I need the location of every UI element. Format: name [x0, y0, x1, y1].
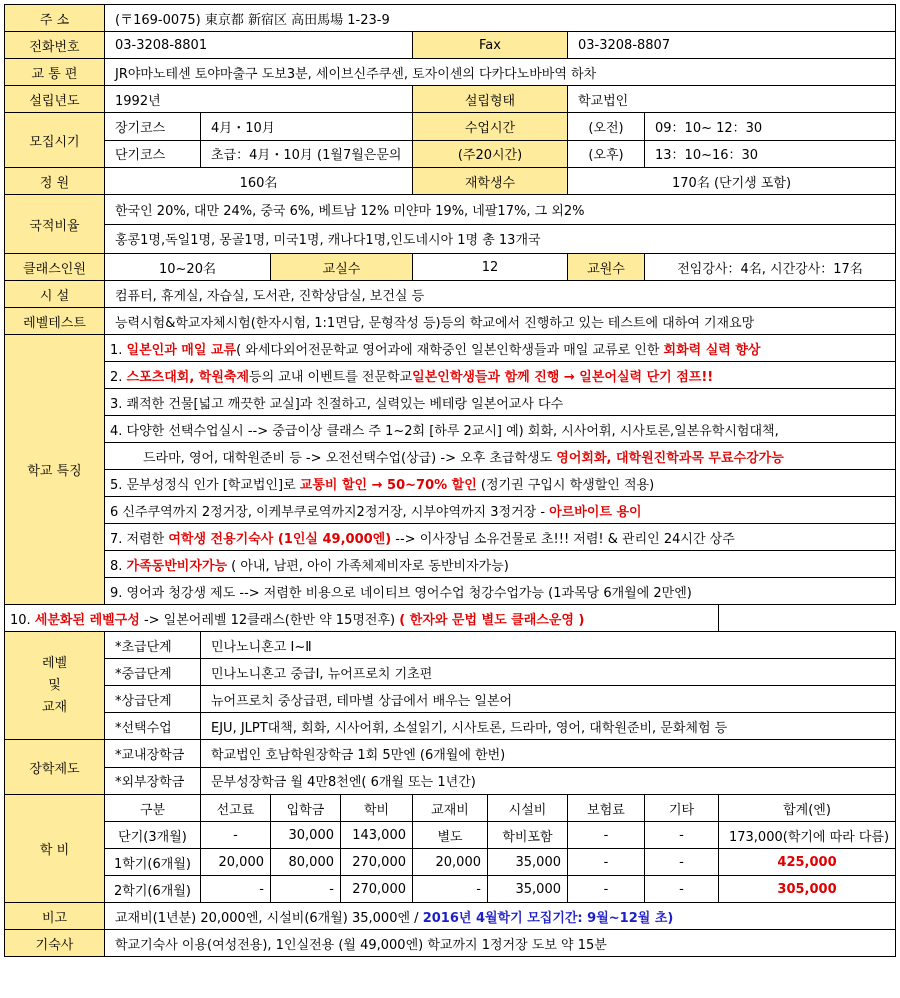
- levels-label-3: 교재: [41, 699, 68, 715]
- pm-label: (오후): [568, 140, 645, 168]
- feature-8-highlight: 가족동반비자가능: [126, 558, 228, 574]
- level-row-3: [5, 686, 896, 713]
- levels-label: [5, 632, 105, 740]
- features-label: 학교 특징: [5, 335, 105, 605]
- founded-type-label: 설립형태: [413, 86, 568, 113]
- nationality-row-1: [5, 195, 896, 225]
- address-value: (〒169-0075) 東京都 新宿区 高田馬場 1-23-9: [105, 5, 896, 32]
- fees-cell: -: [201, 822, 271, 849]
- capacity-value: 160名: [105, 168, 413, 195]
- capacity-label: 정 원: [5, 168, 105, 195]
- class-size-row: [5, 254, 896, 281]
- feature-7-text: 7. 저렴한: [110, 531, 169, 547]
- fees-total: 425,000: [719, 849, 896, 876]
- feature-row-3: [5, 389, 896, 416]
- facilities-label: 시 설: [5, 281, 105, 308]
- am-value: 09：10~ 12：30: [645, 113, 896, 141]
- short-course-label: 단기코스: [105, 140, 201, 168]
- address-row: [5, 5, 896, 32]
- feature-row-10: [5, 605, 896, 632]
- fees-cell: 35,000: [488, 876, 568, 903]
- fees-cell: -: [568, 822, 645, 849]
- note-value: [105, 903, 896, 930]
- fees-cell: 별도: [413, 822, 488, 849]
- level-test-label: 레벨테스트: [5, 308, 105, 335]
- feature-2: [105, 362, 896, 389]
- feature-4b-text: 드라마, 영어, 대학원준비 등 -> 오전선택수업(상급) -> 오후 초급학생도: [143, 450, 557, 466]
- facilities-row: [5, 281, 896, 308]
- feature-4b: [105, 443, 896, 470]
- feature-5-highlight: 교통비 할인 → 50~70% 할인: [299, 477, 477, 493]
- nationality-label: 국적비율: [5, 195, 105, 254]
- scholarship-value-2: 문부성장학금 월 4만8천엔( 6개월 또는 1년간): [201, 767, 896, 795]
- nationality-line-2: 홍콩1명,독일1명, 몽골1명, 미국1명, 캐나다1명,인도네시아 1명 총 13개국: [105, 224, 896, 254]
- feature-4a: 4. 다양한 선택수업실시 --> 중급이상 클래스 주 1~2회 [하루 2교시] 예) 회화, 시사어휘, 시사토론,일본유학시험대책,: [105, 416, 896, 443]
- class-size-label: 클래스인원: [5, 254, 105, 281]
- fees-header-row: [5, 795, 896, 822]
- fees-cell: 2학기(6개월): [105, 876, 201, 903]
- level-test-row: [5, 308, 896, 335]
- staff-value: 전임강사：4名, 시간강사：17名: [645, 254, 896, 281]
- feature-7: [105, 524, 896, 551]
- fees-cell: 143,000: [341, 822, 413, 849]
- fees-cell: -: [413, 876, 488, 903]
- level-row-1: [5, 632, 896, 659]
- feature-1-text: ( 와세다외어전문학교 영어과에 재학중인 일본인학생들과 매일 교류로 인한: [236, 342, 664, 358]
- fees-cell: 35,000: [488, 849, 568, 876]
- feature-3: 3. 쾌적한 건물[넓고 깨끗한 교실]과 친절하고, 실력있는 베테랑 일본어교사 다수: [105, 389, 896, 416]
- enrolled-value: 170名 (단기생 포함): [568, 168, 896, 195]
- fees-header: 구분: [105, 795, 201, 822]
- level-name-2: *중급단계: [105, 659, 201, 686]
- feature-10-part-1: 10.: [10, 612, 35, 628]
- scholarship-label: 장학제도: [5, 740, 105, 795]
- phone-label: 전화번호: [5, 32, 105, 59]
- fees-cell: 80,000: [271, 849, 341, 876]
- fees-cell: -: [645, 876, 719, 903]
- staff-label: 교원수: [568, 254, 645, 281]
- transport-value: JR야마노테센 토야마출구 도보3분, 세이브신주쿠센, 토자이센의 다카다노바바역 하차: [105, 59, 896, 86]
- scholarship-name-1: *교내장학금: [105, 740, 201, 768]
- fees-row: [5, 876, 896, 903]
- feature-row-4a: [5, 416, 896, 443]
- feature-row-8: [5, 551, 896, 578]
- feature-row-5: [5, 470, 896, 497]
- fees-cell: 단기(3개월): [105, 822, 201, 849]
- pm-value: 13：10~16：30: [645, 140, 896, 168]
- fees-cell: -: [271, 876, 341, 903]
- feature-8: [105, 551, 896, 578]
- capacity-row: [5, 168, 896, 195]
- fees-header: 시설비: [488, 795, 568, 822]
- fees-label: 학 비: [5, 795, 105, 903]
- fees-cell: 270,000: [341, 876, 413, 903]
- fees-cell: -: [645, 822, 719, 849]
- founded-row: [5, 86, 896, 113]
- level-row-4: [5, 713, 896, 740]
- scholarship-row-2: [5, 767, 896, 795]
- fax-value: 03-3208-8807: [568, 32, 896, 59]
- feature-5: [105, 470, 896, 497]
- fees-cell: -: [568, 876, 645, 903]
- fees-total: 305,000: [719, 876, 896, 903]
- long-course-label: 장기코스: [105, 113, 201, 141]
- fees-cell: 1학기(6개월): [105, 849, 201, 876]
- feature-10-part-4: ( 한자와 문법 별도 클래스운영 ): [399, 612, 585, 628]
- school-info-table: [4, 4, 896, 957]
- feature-7-text-2: --> 이사장님 소유건물로 초!!! 저렴! & 관리인 24시간 상주: [391, 531, 735, 547]
- fees-cell: 30,000: [271, 822, 341, 849]
- feature-2-num: 2.: [110, 369, 127, 385]
- feature-7-highlight: 여학생 전용기숙사 (1인실 49,000엔): [168, 531, 392, 547]
- feature-row-7: [5, 524, 896, 551]
- level-name-4: *선택수업: [105, 713, 201, 740]
- level-name-1: *초급단계: [105, 632, 201, 659]
- recruit-label: 모집시기: [5, 113, 105, 168]
- fees-total: 173,000(학기에 따라 다름): [719, 822, 896, 849]
- feature-6: [105, 497, 896, 524]
- feature-row-9: [5, 578, 896, 605]
- level-value-1: 민나노니혼고 Ⅰ~Ⅱ: [201, 632, 896, 659]
- fees-header: 선고료: [201, 795, 271, 822]
- scholarship-value-1: 학교법인 호남학원장학금 1회 5만엔 (6개월에 한번): [201, 740, 896, 768]
- feature-9: 9. 영어과 청강생 제도 --> 저렴한 비용으로 네이티브 영어수업 청강수업가능 (1과목당 6개월에 2만엔): [105, 578, 896, 605]
- founded-type-value: 학교법인: [568, 86, 896, 113]
- feature-8-num: 8.: [110, 558, 127, 574]
- transport-row: [5, 59, 896, 86]
- note-highlight: 2016년 4월학기 모집기간: 9월~12월 초): [422, 910, 674, 926]
- feature-row-1: [5, 335, 896, 362]
- class-size-value: 10~20名: [105, 254, 271, 281]
- fees-cell: 20,000: [413, 849, 488, 876]
- feature-4b-highlight: 영어회화, 대학원진학과목 무료수강가능: [556, 450, 784, 466]
- feature-1-num: 1.: [110, 342, 127, 358]
- rooms-value: 12: [413, 254, 568, 281]
- level-value-4: EJU, JLPT대책, 회화, 시사어휘, 소설읽기, 시사토론, 드라마, 영어, 대학원준비, 문화체험 등: [201, 713, 896, 740]
- dorm-row: [5, 930, 896, 957]
- class-time-label: 수업시간: [413, 113, 568, 141]
- level-test-value: 능력시험&학교자체시험(한자시험, 1:1면담, 문형작성 등)등의 학교에서 진행하고 있는 테스트에 대하여 기재요망: [105, 308, 896, 335]
- fees-cell: 20,000: [201, 849, 271, 876]
- fees-header: 학비: [341, 795, 413, 822]
- level-row-2: [5, 659, 896, 686]
- fees-cell: 학비포함: [488, 822, 568, 849]
- feature-10-part-3: -> 일본어레벨 12클래스(한반 약 15명전후): [139, 612, 400, 628]
- nationality-row-2: [5, 224, 896, 254]
- fees-cell: 270,000: [341, 849, 413, 876]
- dorm-value: 학교기숙사 이용(여성전용), 1인실전용 (월 49,000엔) 학교까지 1정거장 도보 약 15분: [105, 930, 896, 957]
- feature-2-text: 등의 교내 이벤트를 전문학교: [249, 369, 413, 385]
- long-course-value: 4月・10月: [201, 113, 413, 141]
- feature-row-6: [5, 497, 896, 524]
- phone-row: [5, 32, 896, 59]
- founded-label: 설립년도: [5, 86, 105, 113]
- fees-header: 입학금: [271, 795, 341, 822]
- am-label: (오전): [568, 113, 645, 141]
- level-value-2: 민나노니혼고 중급Ⅰ, 뉴어프로치 기초편: [201, 659, 896, 686]
- transport-label: 교 통 편: [5, 59, 105, 86]
- feature-row-2: [5, 362, 896, 389]
- phone-value: 03-3208-8801: [105, 32, 413, 59]
- feature-2-highlight: 스포츠대회, 학원축제: [126, 369, 250, 385]
- fees-header: 기타: [645, 795, 719, 822]
- feature-8-text: ( 아내, 남편, 아이 가족체제비자로 동반비자가능): [227, 558, 509, 574]
- levels-label-1: 레벨: [41, 655, 68, 671]
- fax-label: Fax: [413, 32, 568, 59]
- feature-10: [5, 605, 719, 632]
- note-row: [5, 903, 896, 930]
- feature-1-highlight-2: 회화력 실력 향상: [663, 342, 761, 358]
- fees-header: 합계(엔): [719, 795, 896, 822]
- short-course-value: 초급：4月・10月 (1월7월은문의: [201, 140, 413, 168]
- scholarship-name-2: *외부장학금: [105, 767, 201, 795]
- feature-6-text: 6 신주쿠역까지 2정거장, 이케부쿠로역까지2정거장, 시부야역까지 3정거장 -: [110, 504, 550, 520]
- levels-label-2: 및: [48, 677, 61, 693]
- fees-cell: -: [568, 849, 645, 876]
- note-label: 비고: [5, 903, 105, 930]
- dorm-label: 기숙사: [5, 930, 105, 957]
- feature-5-text: 5. 문부성정식 인가 [학교법인]로: [110, 477, 300, 493]
- recruit-row-short: [5, 140, 896, 168]
- level-value-3: 뉴어프로치 중상급편, 테마별 상급에서 배우는 일본어: [201, 686, 896, 713]
- rooms-label: 교실수: [271, 254, 413, 281]
- feature-10-part-2: 세분화된 레벨구성: [34, 612, 140, 628]
- fees-cell: -: [201, 876, 271, 903]
- short-hours: (주20시간): [413, 140, 568, 168]
- fees-header: 보험료: [568, 795, 645, 822]
- address-label: 주 소: [5, 5, 105, 32]
- feature-1-highlight: 일본인과 매일 교류: [126, 342, 237, 358]
- enrolled-label: 재학생수: [413, 168, 568, 195]
- founded-value: 1992년: [105, 86, 413, 113]
- feature-6-highlight: 아르바이트 용이: [549, 504, 642, 520]
- fees-header: 교재비: [413, 795, 488, 822]
- feature-2-highlight-2: 일본인학생들과 함께 진행 → 일본어실력 단기 점프!!: [412, 369, 714, 385]
- fees-row: [5, 822, 896, 849]
- facilities-value: 컴퓨터, 휴게실, 자습실, 도서관, 진학상담실, 보건실 등: [105, 281, 896, 308]
- level-name-3: *상급단계: [105, 686, 201, 713]
- note-text: 교재비(1년분) 20,000엔, 시설비(6개월) 35,000엔 /: [115, 910, 423, 926]
- feature-row-4b: [5, 443, 896, 470]
- recruit-row-long: [5, 113, 896, 141]
- fees-cell: -: [645, 849, 719, 876]
- scholarship-row-1: [5, 740, 896, 768]
- feature-1: [105, 335, 896, 362]
- fees-row: [5, 849, 896, 876]
- nationality-line-1: 한국인 20%, 대만 24%, 중국 6%, 베트남 12% 미얀마 19%, 네팔17%, 그 외2%: [105, 195, 896, 225]
- feature-5-text-2: (정기권 구입시 학생할인 적용): [476, 477, 655, 493]
